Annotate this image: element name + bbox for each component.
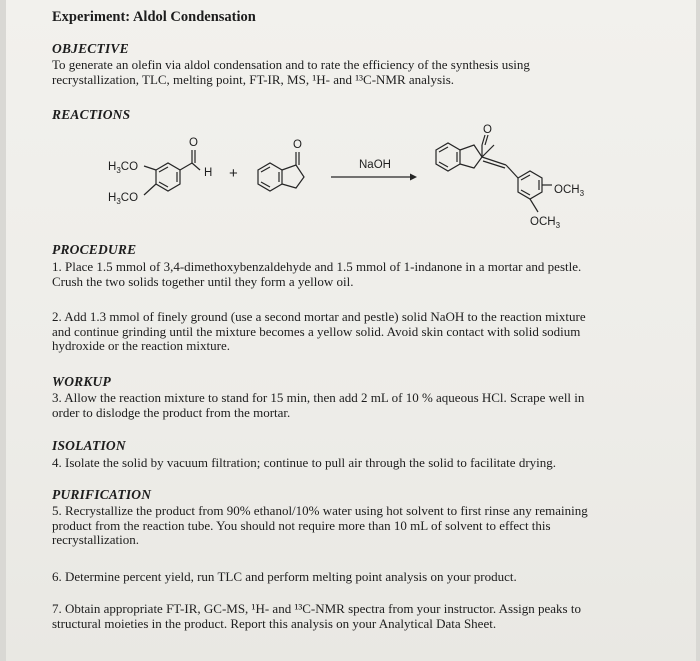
procedure-step-2 xyxy=(52,310,652,354)
purification-step-5 xyxy=(52,504,652,548)
document-title: Experiment: Aldol Condensation xyxy=(52,9,256,25)
workup-heading: WORKUP xyxy=(52,374,111,389)
step-line: and continue grinding until the mixture becomes a yellow solid. Avoid skin contact with solid sodium xyxy=(52,323,581,339)
reagent-label: NaOH xyxy=(359,159,391,171)
procedure-step-1 xyxy=(52,260,652,289)
product-oxygen-label: O xyxy=(483,124,492,136)
aldehyde-h-label: H xyxy=(204,167,213,179)
methoxy-label-top: $H_3CO$ xyxy=(108,161,139,175)
reaction-arrow xyxy=(331,159,417,181)
step-line: structural moieties in the product. Report this analysis on your Analytical Data Sheet. xyxy=(52,615,497,631)
methoxy-label-bottom: $H_3CO$ xyxy=(108,192,139,206)
objective-line: To generate an olefin via aldol condensation and to rate the efficiency of the synthesis using xyxy=(52,57,530,72)
dimethoxybenzaldehyde-structure xyxy=(108,137,212,206)
reaction-scheme xyxy=(6,0,696,245)
step-line: 2. Add 1.3 mmol of finely ground (use a second mortar and pestle) solid NaOH to the reaction mixture xyxy=(52,309,586,324)
purification-step-6 xyxy=(52,570,652,585)
worksheet-page xyxy=(6,0,696,661)
plus-sign: + xyxy=(229,165,238,182)
purification-step-7 xyxy=(52,602,652,631)
step-line: 6. Determine percent yield, run TLC and perform melting point analysis on your product. xyxy=(52,569,517,584)
step-line: order to dislodge the product from the mortar. xyxy=(52,404,291,420)
step-line: recrystallization. xyxy=(52,532,139,548)
product-methoxy-bottom: $OCH_3$ xyxy=(530,216,561,230)
step-line: 4. Isolate the solid by vacuum filtration; continue to pull air through the solid to facilitate drying. xyxy=(52,455,557,470)
step-line: 5. Recrystallize the product from 90% ethanol/10% water using hot solvent to first rinse any remaining xyxy=(52,503,588,518)
step-line: hydroxide or the reaction mixture. xyxy=(52,338,230,354)
procedure-heading: PROCEDURE xyxy=(52,242,137,257)
purification-heading: PURIFICATION xyxy=(52,487,152,502)
isolation-step-4 xyxy=(52,456,652,471)
objective-heading: OBJECTIVE xyxy=(52,41,129,56)
indanone-structure xyxy=(258,139,304,191)
step-line: 3. Allow the reaction mixture to stand for 15 min, then add 2 mL of 10 % aqueous HCl. Scrape well in xyxy=(52,390,585,405)
product-structure xyxy=(436,124,585,230)
aldehyde-oxygen-label: O xyxy=(189,137,198,149)
ketone-oxygen-label: O xyxy=(293,139,302,151)
product-methoxy-right: $OCH_3$ xyxy=(554,184,585,198)
step-line: 1. Place 1.5 mmol of 3,4-dimethoxybenzaldehyde and 1.5 mmol of 1-indanone in a mortar and pestle. xyxy=(52,259,582,274)
step-line: product from the reaction tube. You should not require more than 10 mL of solvent to effect this xyxy=(52,517,551,533)
reactions-heading: REACTIONS xyxy=(52,107,131,122)
step-line: Crush the two solids together until they form a yellow oil. xyxy=(52,273,354,289)
step-line: 7. Obtain appropriate FT-IR, GC-MS, ¹H- and ¹³C-NMR spectra from your instructor. Assign peaks to xyxy=(52,601,581,616)
isolation-heading: ISOLATION xyxy=(52,438,126,453)
objective-line: recrystallization, TLC, melting point, FT-IR, MS, ¹H- and ¹³C-NMR analysis. xyxy=(52,71,455,87)
workup-step-3 xyxy=(52,391,652,420)
